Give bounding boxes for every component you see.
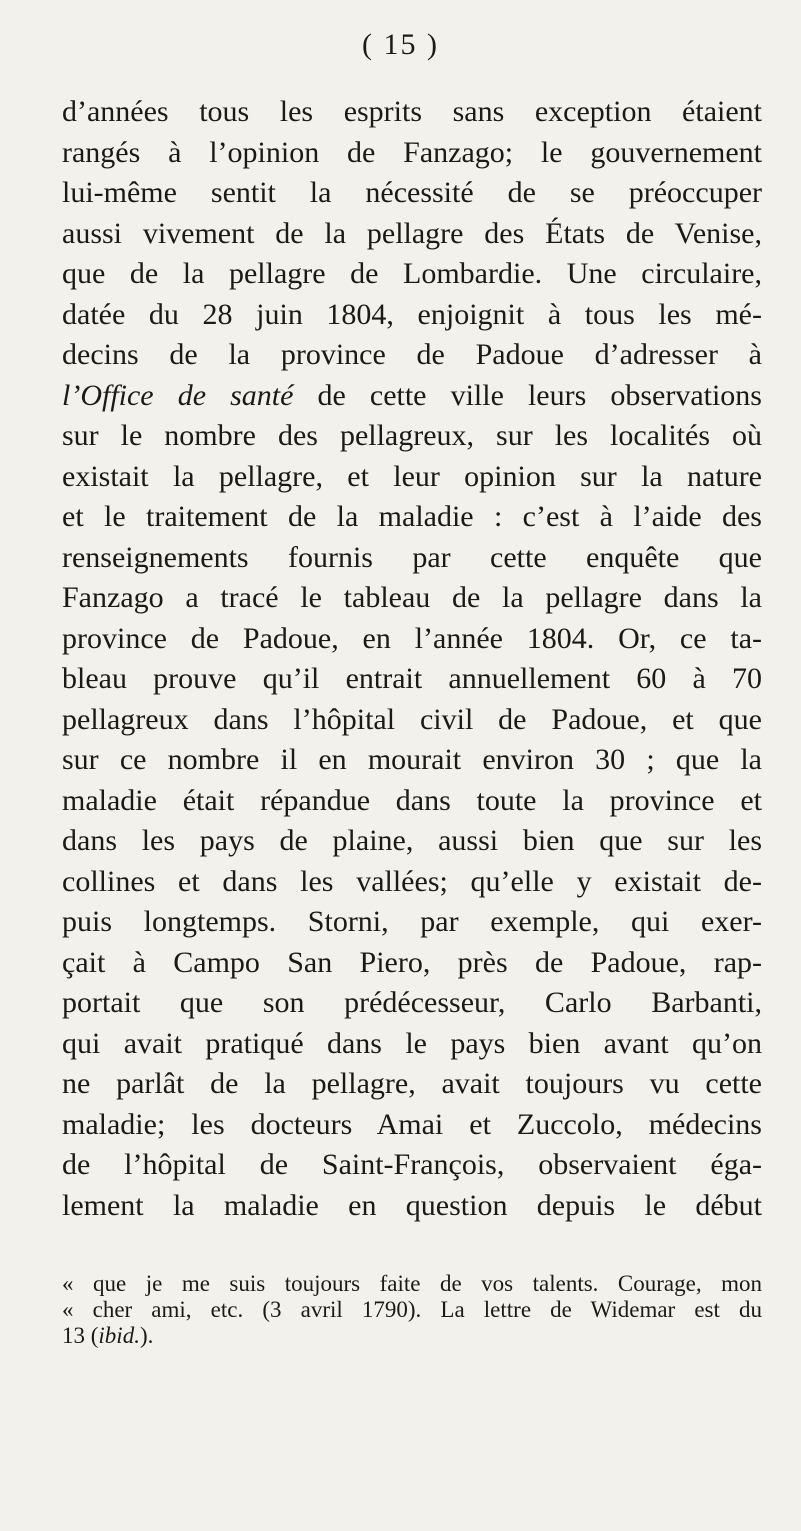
text-line: province de Padoue, en l’année 1804. Or, ce ta- [62,621,762,655]
text-line: puis longtemps. Storni, par exemple, qui exer- [62,905,762,938]
text-line: Fanzago a tracé le tableau de la pellagre dans la [62,581,762,614]
text-line: bleau prouve qu’il entrait annuellement 60 à 70 [62,662,762,695]
text-line: datée du 28 juin 1804, enjoignit à tous les mé- [62,297,762,331]
text-line: ne parlât de la pellagre, avait toujours vu cette [62,1067,762,1100]
text-line: existait la pellagre, et leur opinion sur la nature [62,459,762,493]
text-line: qui avait pratiqué dans le pays bien avant qu’on [62,1026,762,1060]
body-text [62,92,762,1226]
text-line: maladie; les docteurs Amai et Zuccolo, médecins [62,1107,762,1141]
text-line: decins de la province de Padoue d’adresser à [62,338,762,371]
text-line: renseignements fournis par cette enquête que [62,540,762,574]
text-line: que de la pellagre de Lombardie. Une circulaire, [62,257,762,290]
ibid-italic: ibid. [98,1323,140,1348]
text-line: portait que son prédécesseur, Carlo Barbanti, [62,986,762,1019]
text-line: sur ce nombre il en mourait environ 30 ; que la [62,743,762,776]
text-line: d’années tous les esprits sans exception étaient [62,95,762,128]
text-line-rest: de cette ville leurs observations [293,378,762,412]
text-line: çait à Campo San Piero, près de Padoue, rap- [62,945,762,979]
footnote-line: « que je me suis toujours faite de vos talents. Courage, mon [62,1271,762,1296]
text-line: aussi vivement de la pellagre des États de Venise, [62,216,762,250]
text-line: dans les pays de plaine, aussi bien que sur les [62,824,762,857]
text-line: et le traitement de la maladie : c’est à l’aide des [62,500,762,533]
text-line: lui-même sentit la nécessité de se préoccuper [62,176,762,209]
text-line: pellagreux dans l’hôpital civil de Padoue, et que [62,702,762,736]
footnote-line: « cher ami, etc. (3 avril 1790). La lettre de Widemar est du [62,1297,762,1322]
footnote-line-end: ). [139,1323,154,1348]
text-line: sur le nombre des pellagreux, sur les localités où [62,419,762,452]
footnote-line [62,1323,762,1349]
text-line [62,376,762,417]
page-number: ( 15 ) [362,28,439,61]
text-line: maladie était répandue dans toute la province et [62,783,762,817]
footnote-line-start: 13 ( [62,1323,99,1348]
office-de-sante-italic: l’Office de santé [62,378,294,412]
footnote [62,1271,762,1349]
text-line: de l’hôpital de Saint-François, observaient éga- [62,1148,762,1181]
text-line: collines et dans les vallées; qu’elle y existait de- [62,864,762,898]
text-line: lement la maladie en question depuis le début [62,1188,762,1222]
text-line: rangés à l’opinion de Fanzago; le gouvernement [62,135,762,169]
